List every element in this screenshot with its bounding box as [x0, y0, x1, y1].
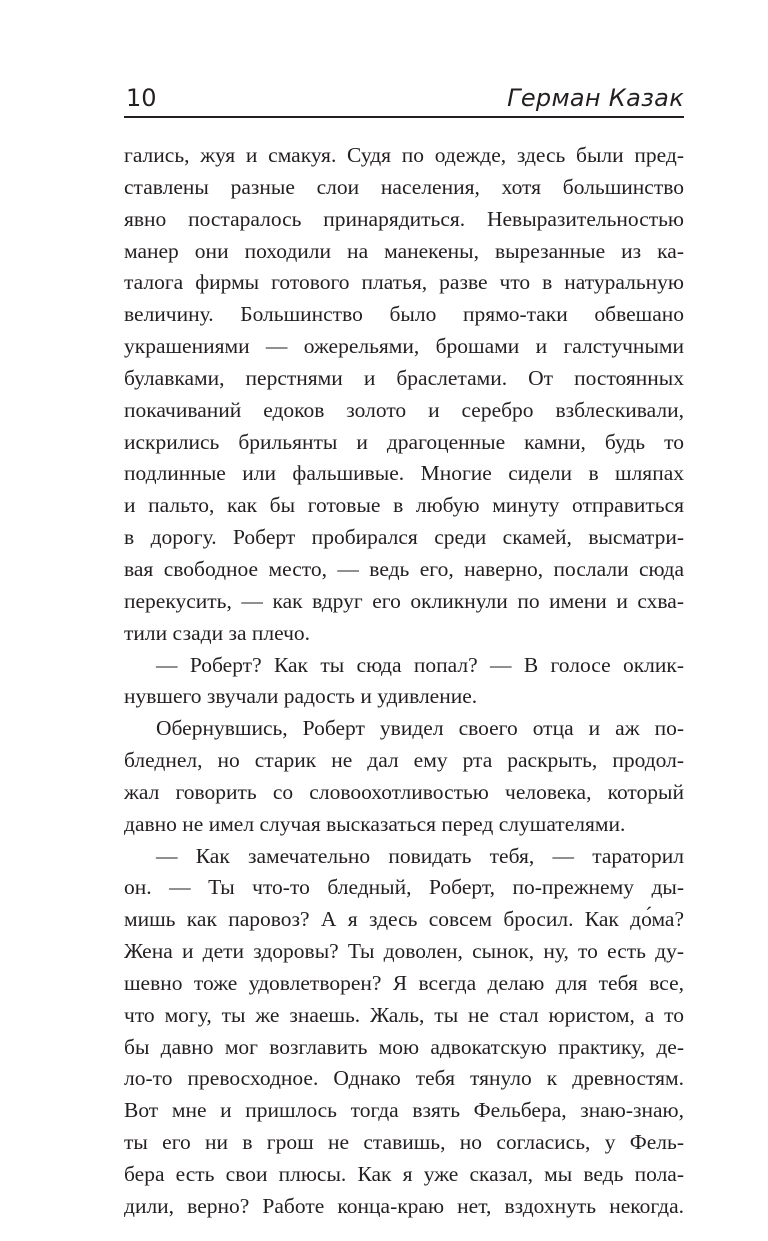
- text-line: — Как замечательно повидать тебя, — тараторил: [156, 843, 684, 868]
- text-line: что могу, ты же знаешь. Жаль, ты не стал юристом, а то: [124, 1002, 684, 1027]
- text-line: покачиваний едоков золото и серебро взблескивали,: [124, 397, 684, 422]
- text-line: он. — Ты что-то бледный, Роберт, по-прежнему ды-: [124, 875, 684, 900]
- text-line: украшениями — ожерельями, брошами и галстучными: [124, 334, 684, 359]
- text-line: в дорогу. Роберт пробирался среди скамей, высматри-: [124, 525, 684, 550]
- text-line: бы давно мог возглавить мою адвокатскую практику, де-: [124, 1034, 684, 1059]
- text-line: величину. Большинство было прямо-таки обвешано: [124, 302, 684, 327]
- text-line: манер они походили на манекены, вырезанные из ка-: [124, 238, 684, 263]
- text-line: мишь как паровоз? А я здесь совсем бросил. Как до́ма?: [124, 907, 684, 932]
- text-line: тили сзади за плечо.: [124, 620, 311, 645]
- text-line: вая свободное место, — ведь его, наверно, послали сюда: [124, 556, 684, 581]
- text-line: Жена и дети здоровы? Ты доволен, сынок, ну, то есть ду-: [124, 939, 684, 964]
- text-line: подлинные или фальшивые. Многие сидели в шляпах: [124, 461, 684, 486]
- text-line: бледнел, но старик не дал ему рта раскрыть, продол-: [124, 748, 684, 773]
- text-line: — Роберт? Как ты сюда попал? — В голосе оклик-: [156, 652, 684, 677]
- text-line: явно постаралось принарядиться. Невыразительностью: [124, 206, 684, 231]
- text-line: ты его ни в грош не ставишь, но согласись, у Фель-: [124, 1130, 684, 1155]
- text-line: давно не имел случая высказаться перед слушателями.: [124, 811, 626, 836]
- text-line: шевно тоже удовлетворен? Я всегда делаю для тебя все,: [124, 970, 684, 995]
- running-title: Герман Казак: [507, 84, 684, 112]
- text-line: Обернувшись, Роберт увидел своего отца и аж по-: [156, 716, 684, 741]
- text-line: ло-то превосходное. Однако тебя тянуло к древностям.: [124, 1066, 684, 1091]
- text-line: нувшего звучали радость и удивление.: [124, 684, 478, 709]
- page-header: [124, 82, 684, 118]
- text-line: жал говорить со словоохотливостью человека, который: [124, 779, 684, 804]
- text-line: гались, жуя и смакуя. Судя по одежде, здесь были пред-: [124, 143, 684, 167]
- text-line: Вот мне и пришлось тогда взять Фельбера, знаю-знаю,: [124, 1098, 684, 1123]
- text-line: дили, верно? Работе конца-краю нет, вздохнуть некогда.: [124, 1193, 684, 1218]
- text-line: перекусить, — как вдруг его окликнули по имени и схва-: [124, 588, 684, 613]
- text-line: и пальто, как бы готовые в любую минуту отправиться: [124, 493, 684, 518]
- text-line: ставлены разные слои населения, хотя большинство: [124, 174, 684, 199]
- page-number: 10: [126, 84, 157, 112]
- text-line: булавками, перстнями и браслетами. От постоянных: [124, 365, 684, 390]
- text-line: бера есть свои плюсы. Как я уже сказал, мы ведь пола-: [124, 1162, 684, 1186]
- text-line: искрились брильянты и драгоценные камни, будь то: [124, 429, 684, 454]
- text-line: талога фирмы готового платья, разве что в натуральную: [124, 270, 684, 295]
- body-text: [124, 140, 684, 1223]
